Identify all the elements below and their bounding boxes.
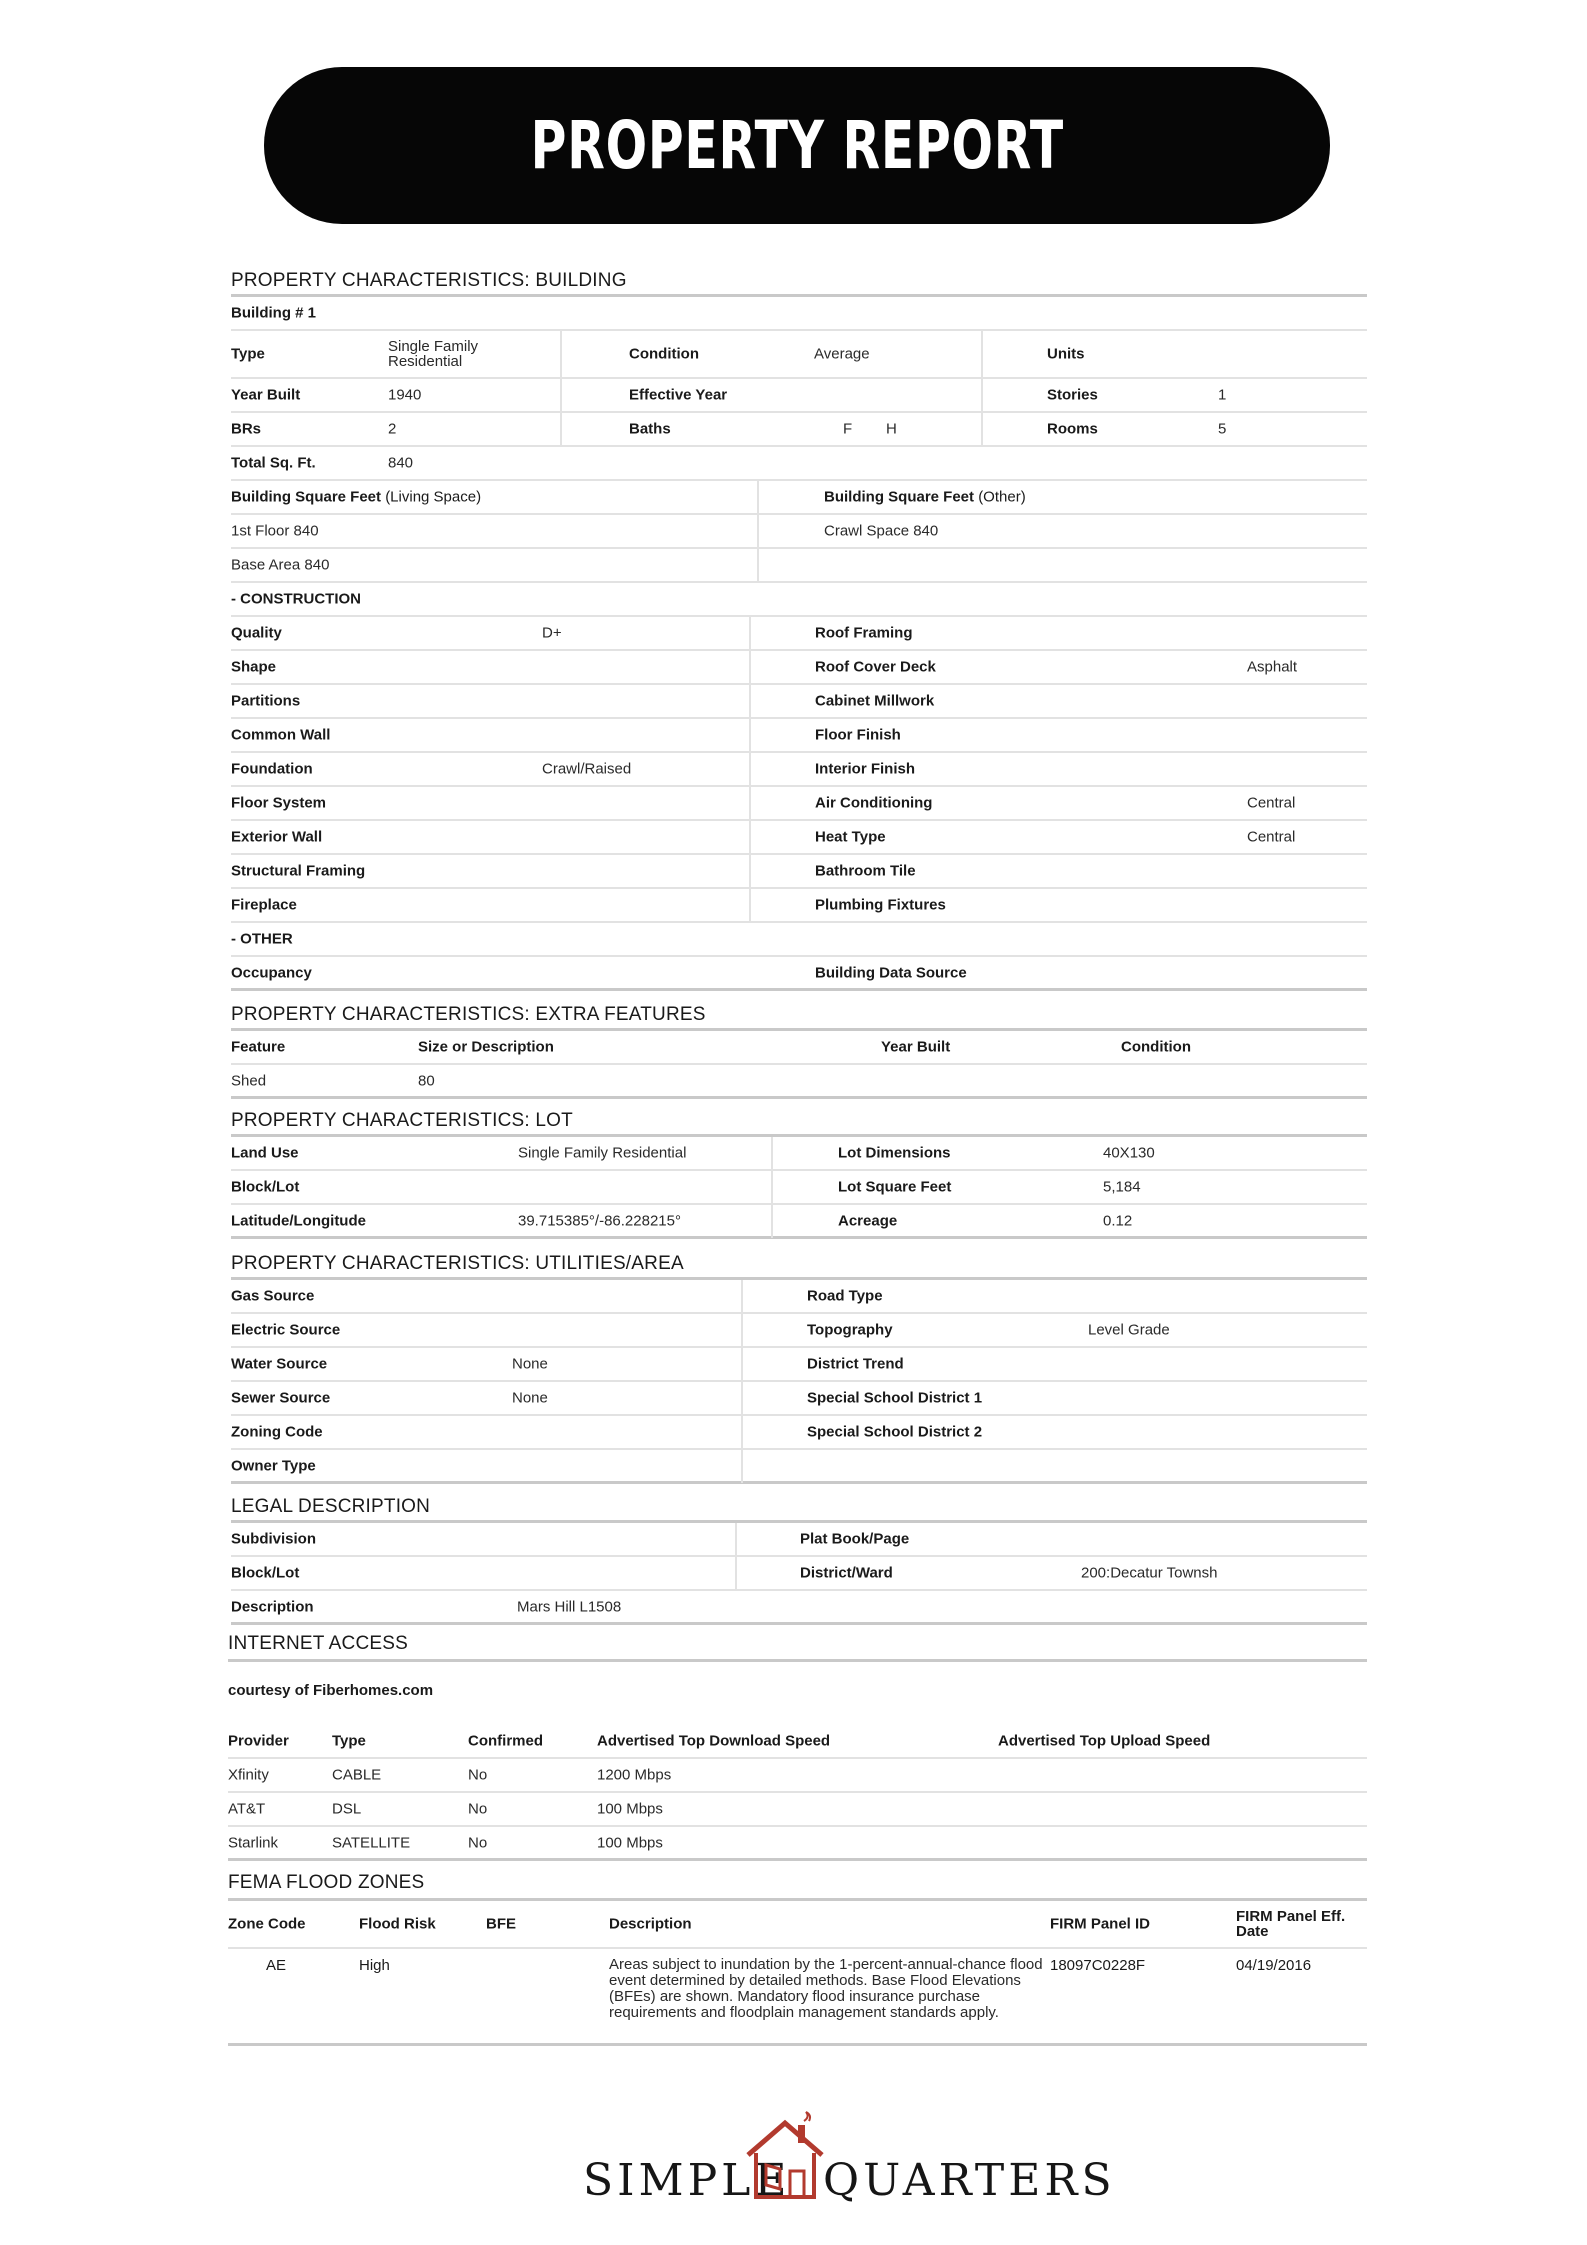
col-header: Condition xyxy=(1121,1038,1191,1056)
table-row xyxy=(231,1382,1367,1416)
row-label: Roof Framing xyxy=(815,624,913,642)
type-value: CABLE xyxy=(332,1766,382,1784)
section-title-legal: LEGAL DESCRIPTION xyxy=(231,1496,431,1517)
table-row xyxy=(228,1827,1367,1861)
row-value: Central xyxy=(1247,828,1296,846)
table-row xyxy=(231,1065,1367,1099)
section-title-internet: INTERNET ACCESS xyxy=(228,1633,409,1654)
cell-divider xyxy=(749,889,751,923)
type-value: Single Family Residential xyxy=(388,338,479,370)
risk-value: High xyxy=(359,1957,390,1974)
title-banner xyxy=(264,67,1330,224)
cell-divider xyxy=(757,481,759,515)
construction-header-row xyxy=(231,583,1367,617)
table-row xyxy=(231,617,1367,651)
base-area-row xyxy=(231,549,1367,583)
flood-description: Areas subject to inundation by the 1-percent-annual-chance flood event determined by detailed methods. Base Flood Elevations (BFEs) are shown. Mandatory flood insurance purchase requirements and floodplain management standards apply. xyxy=(609,1956,1043,2021)
internet-header-row xyxy=(228,1725,1367,1759)
row-label: Sewer Source xyxy=(231,1389,331,1407)
table-row xyxy=(231,1137,1367,1171)
cell-divider xyxy=(560,379,562,413)
cell-divider xyxy=(741,1280,743,1314)
row-label: District/Ward xyxy=(800,1564,893,1582)
confirmed-value: No xyxy=(468,1834,488,1851)
page-title: PROPERTY REPORT xyxy=(530,107,1064,184)
cell-divider xyxy=(741,1416,743,1450)
size-value: 80 xyxy=(418,1072,435,1089)
year-built-row xyxy=(231,379,1367,413)
brs-value: 2 xyxy=(388,420,397,438)
download-value: 100 Mbps xyxy=(597,1834,663,1851)
cell-divider xyxy=(560,413,562,447)
row-value: 40X130 xyxy=(1103,1144,1155,1162)
table-row xyxy=(231,1348,1367,1382)
section-title-lot: PROPERTY CHARACTERISTICS: LOT xyxy=(231,1110,573,1131)
row-label: Shape xyxy=(231,658,277,676)
year-built-value: 1940 xyxy=(388,386,422,404)
row-label: Acreage xyxy=(838,1212,898,1229)
table-row xyxy=(231,1523,1367,1557)
row-label: Floor System xyxy=(231,794,327,812)
row-value: 39.715385°/-86.228215° xyxy=(518,1212,681,1229)
logo-left-text: SIMPLE xyxy=(583,2155,791,2206)
table-row xyxy=(231,1171,1367,1205)
type-label: Type xyxy=(231,345,265,363)
row-label: Fireplace xyxy=(231,896,297,914)
confirmed-value: No xyxy=(468,1766,488,1784)
cell-divider xyxy=(741,1348,743,1382)
table-row xyxy=(231,719,1367,753)
row-value: 0.12 xyxy=(1103,1212,1133,1229)
extra-features-header-row xyxy=(231,1031,1367,1065)
logo-right-text: QUARTERS xyxy=(823,2155,1116,2206)
first-floor-value: 1st Floor 840 xyxy=(231,522,319,540)
section-title-fema: FEMA FLOOD ZONES xyxy=(228,1872,425,1893)
cell-divider xyxy=(749,753,751,787)
panel-id-value: 18097C0228F xyxy=(1050,1957,1146,1974)
table-row xyxy=(231,889,1367,923)
description-label: Description xyxy=(231,1598,314,1615)
condition-label: Condition xyxy=(629,345,699,363)
row-label: Owner Type xyxy=(231,1457,316,1474)
building-number-row xyxy=(231,297,1367,331)
table-row xyxy=(231,855,1367,889)
col-header: Type xyxy=(332,1732,366,1750)
other-header-row xyxy=(231,923,1367,957)
cell-divider xyxy=(771,1171,773,1205)
cell-divider xyxy=(749,855,751,889)
row-label: Heat Type xyxy=(815,828,886,846)
row-label: Common Wall xyxy=(231,726,331,744)
row-label: Topography xyxy=(807,1321,893,1339)
cell-divider xyxy=(741,1382,743,1416)
cell-divider xyxy=(560,331,562,379)
download-value: 1200 Mbps xyxy=(597,1766,672,1784)
cell-divider xyxy=(749,719,751,753)
row-label: Zoning Code xyxy=(231,1423,323,1441)
row-label: Block/Lot xyxy=(231,1564,300,1582)
col-header: Flood Risk xyxy=(359,1915,436,1933)
eff-date-value: 04/19/2016 xyxy=(1236,1957,1312,1974)
cell-divider xyxy=(749,821,751,855)
table-row xyxy=(231,753,1367,787)
table-row xyxy=(228,1793,1367,1827)
cell-divider xyxy=(735,1523,737,1557)
section-title-utilities: PROPERTY CHARACTERISTICS: UTILITIES/AREA xyxy=(231,1253,684,1274)
bsf-other-label: Building Square Feet xyxy=(824,488,975,506)
rooms-label: Rooms xyxy=(1047,420,1098,438)
col-header: Size or Description xyxy=(418,1038,554,1056)
table-row xyxy=(231,787,1367,821)
row-value: 5,184 xyxy=(1103,1178,1141,1196)
other-header: - OTHER xyxy=(231,930,293,948)
cell-divider xyxy=(735,1557,737,1591)
row-value: D+ xyxy=(542,624,562,642)
bsf-header-row xyxy=(231,481,1367,515)
base-area-value: Base Area 840 xyxy=(231,556,330,574)
table-row xyxy=(231,1314,1367,1348)
table-row xyxy=(231,1205,1367,1239)
table-row xyxy=(231,1416,1367,1450)
row-label: Block/Lot xyxy=(231,1178,300,1196)
cell-divider xyxy=(981,331,983,379)
bsf-living-label: Building Square Feet xyxy=(231,488,382,506)
row-label: Plat Book/Page xyxy=(800,1530,910,1548)
section-title-extra-features: PROPERTY CHARACTERISTICS: EXTRA FEATURES xyxy=(231,1004,706,1025)
row-label: Air Conditioning xyxy=(815,794,933,812)
row-label: Road Type xyxy=(807,1287,883,1305)
row-value: Asphalt xyxy=(1247,658,1298,676)
year-built-label: Year Built xyxy=(231,386,301,404)
row-label: Special School District 1 xyxy=(807,1389,983,1407)
row-label: Latitude/Longitude xyxy=(231,1212,366,1229)
cell-divider xyxy=(749,685,751,719)
row-label: Interior Finish xyxy=(815,760,916,778)
row-label: Land Use xyxy=(231,1144,299,1162)
table-row xyxy=(231,651,1367,685)
row-label: Quality xyxy=(231,624,282,642)
table-row xyxy=(231,1450,1367,1484)
building-type-row xyxy=(231,331,1367,379)
row-label: Bathroom Tile xyxy=(815,862,916,880)
effective-year-label: Effective Year xyxy=(629,386,728,404)
row-value: Level Grade xyxy=(1088,1321,1170,1339)
col-header: Advertised Top Download Speed xyxy=(597,1732,831,1750)
row-label: Electric Source xyxy=(231,1321,341,1339)
cell-divider xyxy=(757,549,759,583)
col-header: FIRM Panel ID xyxy=(1050,1915,1151,1933)
table-row xyxy=(228,1759,1367,1793)
bsf-living-sub: (Living Space) xyxy=(385,488,482,506)
row-label: Partitions xyxy=(231,692,301,710)
stories-label: Stories xyxy=(1047,386,1098,404)
row-label: Roof Cover Deck xyxy=(815,658,936,676)
units-label: Units xyxy=(1047,345,1085,363)
feature-value: Shed xyxy=(231,1072,267,1089)
cell-divider xyxy=(757,515,759,549)
crawl-space-value: Crawl Space 840 xyxy=(824,522,939,540)
row-label: District Trend xyxy=(807,1355,904,1373)
row-value: None xyxy=(512,1355,548,1373)
condition-value: Average xyxy=(814,345,870,363)
fema-header-row xyxy=(228,1901,1367,1949)
col-header: Description xyxy=(609,1915,692,1933)
col-header: Zone Code xyxy=(228,1915,306,1933)
occupancy-label: Occupancy xyxy=(231,964,312,981)
baths-label: Baths xyxy=(629,420,671,438)
row-label: Foundation xyxy=(231,760,313,778)
row-label: Subdivision xyxy=(231,1530,317,1548)
type-value: SATELLITE xyxy=(332,1834,411,1851)
stories-value: 1 xyxy=(1218,386,1227,404)
table-row xyxy=(231,1280,1367,1314)
baths-half: H xyxy=(886,420,897,438)
row-value: Single Family Residential xyxy=(518,1144,687,1162)
total-sqft-value: 840 xyxy=(388,454,414,472)
description-row xyxy=(231,1591,1367,1625)
type-value: DSL xyxy=(332,1800,362,1818)
col-header: BFE xyxy=(486,1915,516,1933)
simple-quarters-logo xyxy=(583,2105,1116,2206)
brs-label: BRs xyxy=(231,420,262,438)
row-label: Special School District 2 xyxy=(807,1423,983,1441)
table-row xyxy=(231,1557,1367,1591)
cell-divider xyxy=(981,379,983,413)
total-sqft-label: Total Sq. Ft. xyxy=(231,454,316,472)
section-rule xyxy=(228,1659,1367,1662)
cell-divider xyxy=(981,413,983,447)
house-icon xyxy=(740,2109,830,2205)
occupancy-row xyxy=(231,957,1367,991)
row-value: Central xyxy=(1247,794,1296,812)
row-label: Water Source xyxy=(231,1355,328,1373)
row-label: Lot Square Feet xyxy=(838,1178,952,1196)
confirmed-value: No xyxy=(468,1800,488,1818)
description-value: Mars Hill L1508 xyxy=(517,1598,622,1615)
col-header: Advertised Top Upload Speed xyxy=(998,1732,1211,1750)
cell-divider xyxy=(749,651,751,685)
total-sqft-row xyxy=(231,447,1367,481)
download-value: 100 Mbps xyxy=(597,1800,663,1818)
provider-value: Starlink xyxy=(228,1834,279,1851)
row-label: Floor Finish xyxy=(815,726,901,744)
zone-value: AE xyxy=(266,1957,287,1974)
data-source-label: Building Data Source xyxy=(815,964,967,981)
building-number: Building # 1 xyxy=(231,304,317,322)
provider-value: Xfinity xyxy=(228,1766,269,1784)
bsf-other-sub: (Other) xyxy=(978,488,1026,506)
cell-divider xyxy=(749,617,751,651)
row-label: Exterior Wall xyxy=(231,828,323,846)
bsf-row xyxy=(231,515,1367,549)
cell-divider xyxy=(771,1205,773,1238)
cell-divider xyxy=(771,1137,773,1171)
col-header: Year Built xyxy=(881,1038,951,1056)
row-label: Structural Framing xyxy=(231,862,366,880)
table-row xyxy=(231,685,1367,719)
table-row xyxy=(231,821,1367,855)
row-value: 200:Decatur Townsh xyxy=(1081,1564,1218,1582)
col-header: Provider xyxy=(228,1732,289,1750)
section-title-building: PROPERTY CHARACTERISTICS: BUILDING xyxy=(231,270,627,291)
row-label: Plumbing Fixtures xyxy=(815,896,946,914)
row-value: None xyxy=(512,1389,548,1407)
cell-divider xyxy=(741,1450,743,1483)
row-label: Gas Source xyxy=(231,1287,315,1305)
cell-divider xyxy=(749,787,751,821)
construction-header: - CONSTRUCTION xyxy=(231,590,361,608)
table-row xyxy=(228,1949,1367,2046)
courtesy-note: courtesy of Fiberhomes.com xyxy=(228,1682,434,1699)
row-value: Crawl/Raised xyxy=(542,760,632,778)
rooms-value: 5 xyxy=(1218,420,1227,438)
col-header: FIRM Panel Eff. Date xyxy=(1236,1908,1346,1940)
col-header: Confirmed xyxy=(468,1732,543,1750)
baths-full: F xyxy=(843,420,853,438)
col-header: Feature xyxy=(231,1038,286,1056)
brs-row xyxy=(231,413,1367,447)
row-label: Cabinet Millwork xyxy=(815,692,935,710)
row-label: Lot Dimensions xyxy=(838,1144,951,1162)
provider-value: AT&T xyxy=(228,1800,266,1818)
cell-divider xyxy=(741,1314,743,1348)
